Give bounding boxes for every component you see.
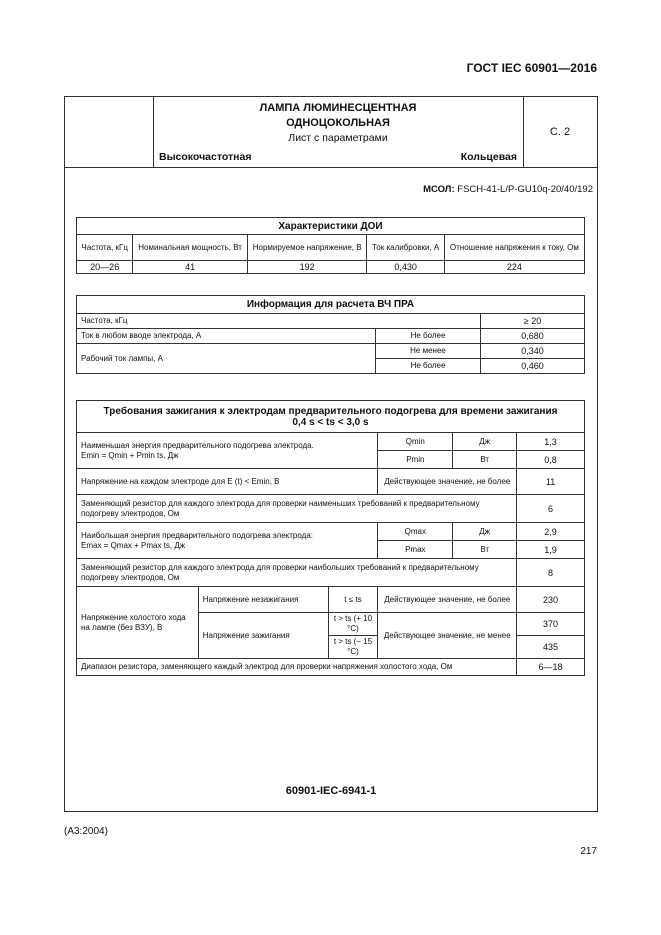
ignition-heading-line1: Требования зажигания к электродам предварительного подогрева для времени зажигания (103, 405, 558, 417)
sheet-code: 60901-IEC-6941-1 (285, 785, 377, 797)
ignition-voltage-label: Напряжение зажигания (198, 613, 328, 659)
ocv-label: Напряжение холостого хода на лампе (без ВЗУ), В (77, 587, 199, 659)
vch-current-value: 0,680 (481, 329, 585, 344)
doi-value: 0,430 (367, 261, 444, 274)
voltage-emin-label: Напряжение на каждом электроде для E (t) < Emin, В (77, 469, 378, 495)
emin-label (77, 433, 378, 469)
ignition-cond-minus15: t > ts (− 15 °C) (328, 636, 378, 659)
vch-work-max-cond: Не более (376, 359, 481, 374)
resistor-max-value: 8 (517, 559, 585, 587)
page-number: 217 (580, 846, 597, 857)
amendment-note: (A3:2004) (64, 826, 108, 837)
qmin-unit: Дж (453, 433, 517, 451)
title-block (65, 97, 597, 168)
vch-freq-label: Частота, кГц (77, 314, 481, 329)
ignition-cond-plus10: t > ts (+ 10 °C) (328, 613, 378, 636)
title-line2: ОДНОЦОКОЛЬНАЯ (286, 117, 390, 129)
title-blank-cell (65, 97, 154, 167)
pmin-unit: Вт (453, 451, 517, 469)
non-ignition-label: Напряжение незажигания (198, 587, 328, 613)
pmin-symbol: Pmin (378, 451, 453, 469)
pmax-value: 1,9 (517, 541, 585, 559)
qmin-symbol: Qmin (378, 433, 453, 451)
doi-col-header: Частота, кГц (77, 235, 133, 261)
title-left-bottom: Высокочастотная (159, 151, 252, 163)
ignition-value-plus10: 370 (517, 613, 585, 636)
resistor-min-label: Заменяющий резистор для каждого электрода для проверки наименьших требований к предварительному подогреву электродов, Ом (77, 495, 517, 523)
vch-table (76, 295, 585, 374)
vch-work-min-cond: Не менее (376, 344, 481, 359)
ignition-value-minus15: 435 (517, 636, 585, 659)
pmin-value: 0,8 (517, 451, 585, 469)
voltage-emin-value: 11 (517, 469, 585, 495)
vch-freq-value: ≥ 20 (481, 314, 585, 329)
qmin-value: 1,3 (517, 433, 585, 451)
doi-value: 224 (444, 261, 584, 274)
mcol-value: FSCH-41-L/P-GU10q-20/40/192 (457, 184, 593, 195)
resistor-min-value: 6 (517, 495, 585, 523)
doi-table (76, 217, 585, 274)
resistor-max-label: Заменяющий резистор для каждого электрода для проверки наибольших требований к предварительному подогреву электродов, Ом (77, 559, 517, 587)
voltage-emin-cond: Действующее значение, не более (378, 469, 517, 495)
emax-label-line1: Наибольшая энергия предварительного подогрева электрода: (81, 530, 313, 540)
emin-formula: Emin = Qmin + Pmin ts, Дж (81, 450, 179, 460)
standard-number: ГОСТ IEC 60901—2016 (466, 61, 597, 75)
page-code: С. 2 (549, 126, 571, 138)
qmax-symbol: Qmax (378, 523, 453, 541)
qmax-unit: Дж (453, 523, 517, 541)
ignition-heading-line2: 0,4 s < ts < 3,0 s (292, 416, 369, 428)
doi-value: 20—26 (77, 261, 133, 274)
resistor-range-label: Диапазон резистора, заменяющего каждый электрод для проверки напряжения холостого хода, Ом (77, 659, 517, 676)
pmax-unit: Вт (453, 541, 517, 559)
non-ignition-eff: Действующее значение, не более (378, 587, 517, 613)
vch-current-label: Ток в любом вводе электрода, А (77, 329, 376, 344)
non-ignition-cond: t ≤ ts (328, 587, 378, 613)
pmax-symbol: Pmax (378, 541, 453, 559)
title-right-bottom: Кольцевая (460, 151, 517, 163)
title-main-cell (153, 97, 524, 167)
doi-col-header: Ток калибровки, А (367, 235, 444, 261)
qmax-value: 2,9 (517, 523, 585, 541)
doi-col-header: Отношение напряжения к току, Ом (444, 235, 584, 261)
emin-label-line1: Наименьшая энергия предварительного подогрева электрода. (81, 440, 314, 450)
vch-work-max-value: 0,460 (481, 359, 585, 374)
doi-value: 192 (247, 261, 367, 274)
mcol-line (423, 184, 593, 195)
title-line3: Лист с параметрами (288, 132, 388, 144)
vch-current-cond: Не более (376, 329, 481, 344)
vch-heading: Информация для расчета ВЧ ПРА (77, 296, 585, 314)
mcol-label: МСОЛ: (423, 184, 455, 195)
non-ignition-value: 230 (517, 587, 585, 613)
vch-work-label: Рабочий ток лампы, А (77, 344, 376, 374)
doi-col-header: Номинальная мощность, Вт (133, 235, 247, 261)
doi-col-header: Нормируемое напряжение, В (247, 235, 367, 261)
doi-heading: Характеристики ДОИ (77, 218, 585, 235)
emax-formula: Emax = Qmax + Pmax ts, Дж (81, 540, 186, 550)
vch-work-min-value: 0,340 (481, 344, 585, 359)
title-line1: ЛАМПА ЛЮМИНЕСЦЕНТНАЯ (259, 102, 417, 114)
ignition-table (76, 400, 585, 676)
doi-value: 41 (133, 261, 247, 274)
ignition-eff: Действующее значение, не менее (378, 613, 517, 659)
emax-label (77, 523, 378, 559)
ignition-heading (77, 401, 585, 433)
resistor-range-value: 6—18 (517, 659, 585, 676)
